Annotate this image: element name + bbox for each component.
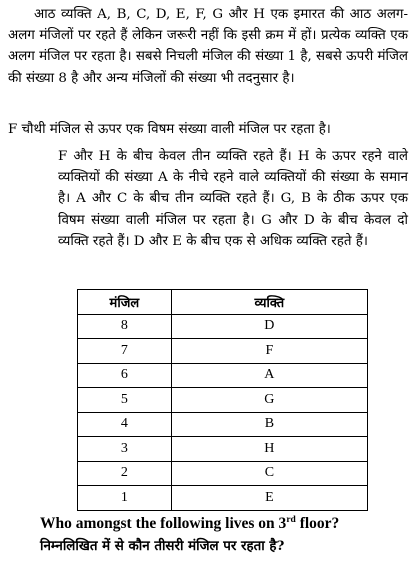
floor-cell: 8 [78, 314, 172, 339]
floor-cell: 6 [78, 363, 172, 388]
person-cell: C [171, 461, 367, 486]
person-cell: B [171, 412, 367, 437]
question-hindi: निम्नलिखित में से कौन तीसरी मंजिल पर रहता है? [40, 538, 285, 554]
floor-person-table [77, 289, 368, 511]
condition-first-paragraph: F चौथी मंजिल से ऊपर एक विषम संख्या वाली मंजिल पर रहता है। [8, 122, 331, 137]
table-row [78, 314, 368, 339]
person-cell: E [171, 486, 367, 511]
question-english-text: Who amongst the following lives on 3 [40, 515, 287, 533]
floor-cell: 1 [78, 486, 172, 511]
person-cell: G [171, 388, 367, 413]
person-cell: A [171, 363, 367, 388]
question-english [40, 515, 410, 533]
header-floor: मंजिल [78, 290, 172, 315]
table-row [78, 412, 368, 437]
header-person: व्यक्ति [171, 290, 367, 315]
table-row [78, 339, 368, 364]
table-row [78, 363, 368, 388]
table-row [78, 437, 368, 462]
table-header-row [78, 290, 368, 315]
person-cell: F [171, 339, 367, 364]
conditions-paragraph: F और H के बीच केवल तीन व्यक्ति रहते हैं। H के ऊपर रहने वाले व्यक्तियों की संख्या A के नीचे रहने वाले व्यक्तियों की संख्या के समान है। A और C के बीच तीन व्यक्ति रहते हैं। G, B के ठीक ऊपर एक विषम संख्या वाली मंजिल पर रहता है। G और D के बीच केवल दो व्यक्ति रहते हैं। D और E के बीच एक से अधिक व्यक्ति रहते हैं। [58, 149, 408, 249]
person-cell: H [171, 437, 367, 462]
question-english-ordinal: rd [286, 515, 296, 525]
intro-paragraph: आठ व्यक्ति A, B, C, D, E, F, G और H एक इमारत की आठ अलग-अलग मंजिलों पर रहते हैं लेकिन जरूरी नहीं कि इसी क्रम में हों। प्रत्येक व्यक्ति एक अलग मंजिल पर रहता है। सबसे निचली मंजिल की संख्या 1 है, सबसे ऊपरी मंजिल की संख्या 8 है और अन्य मंजिलों की संख्या भी तदनुसार है। [8, 7, 408, 86]
table-row [78, 486, 368, 511]
floor-cell: 4 [78, 412, 172, 437]
table-row [78, 461, 368, 486]
floor-cell: 7 [78, 339, 172, 364]
question-english-end: floor? [295, 515, 340, 533]
table-row [78, 388, 368, 413]
floor-cell: 5 [78, 388, 172, 413]
person-cell: D [171, 314, 367, 339]
floor-cell: 3 [78, 437, 172, 462]
floor-cell: 2 [78, 461, 172, 486]
